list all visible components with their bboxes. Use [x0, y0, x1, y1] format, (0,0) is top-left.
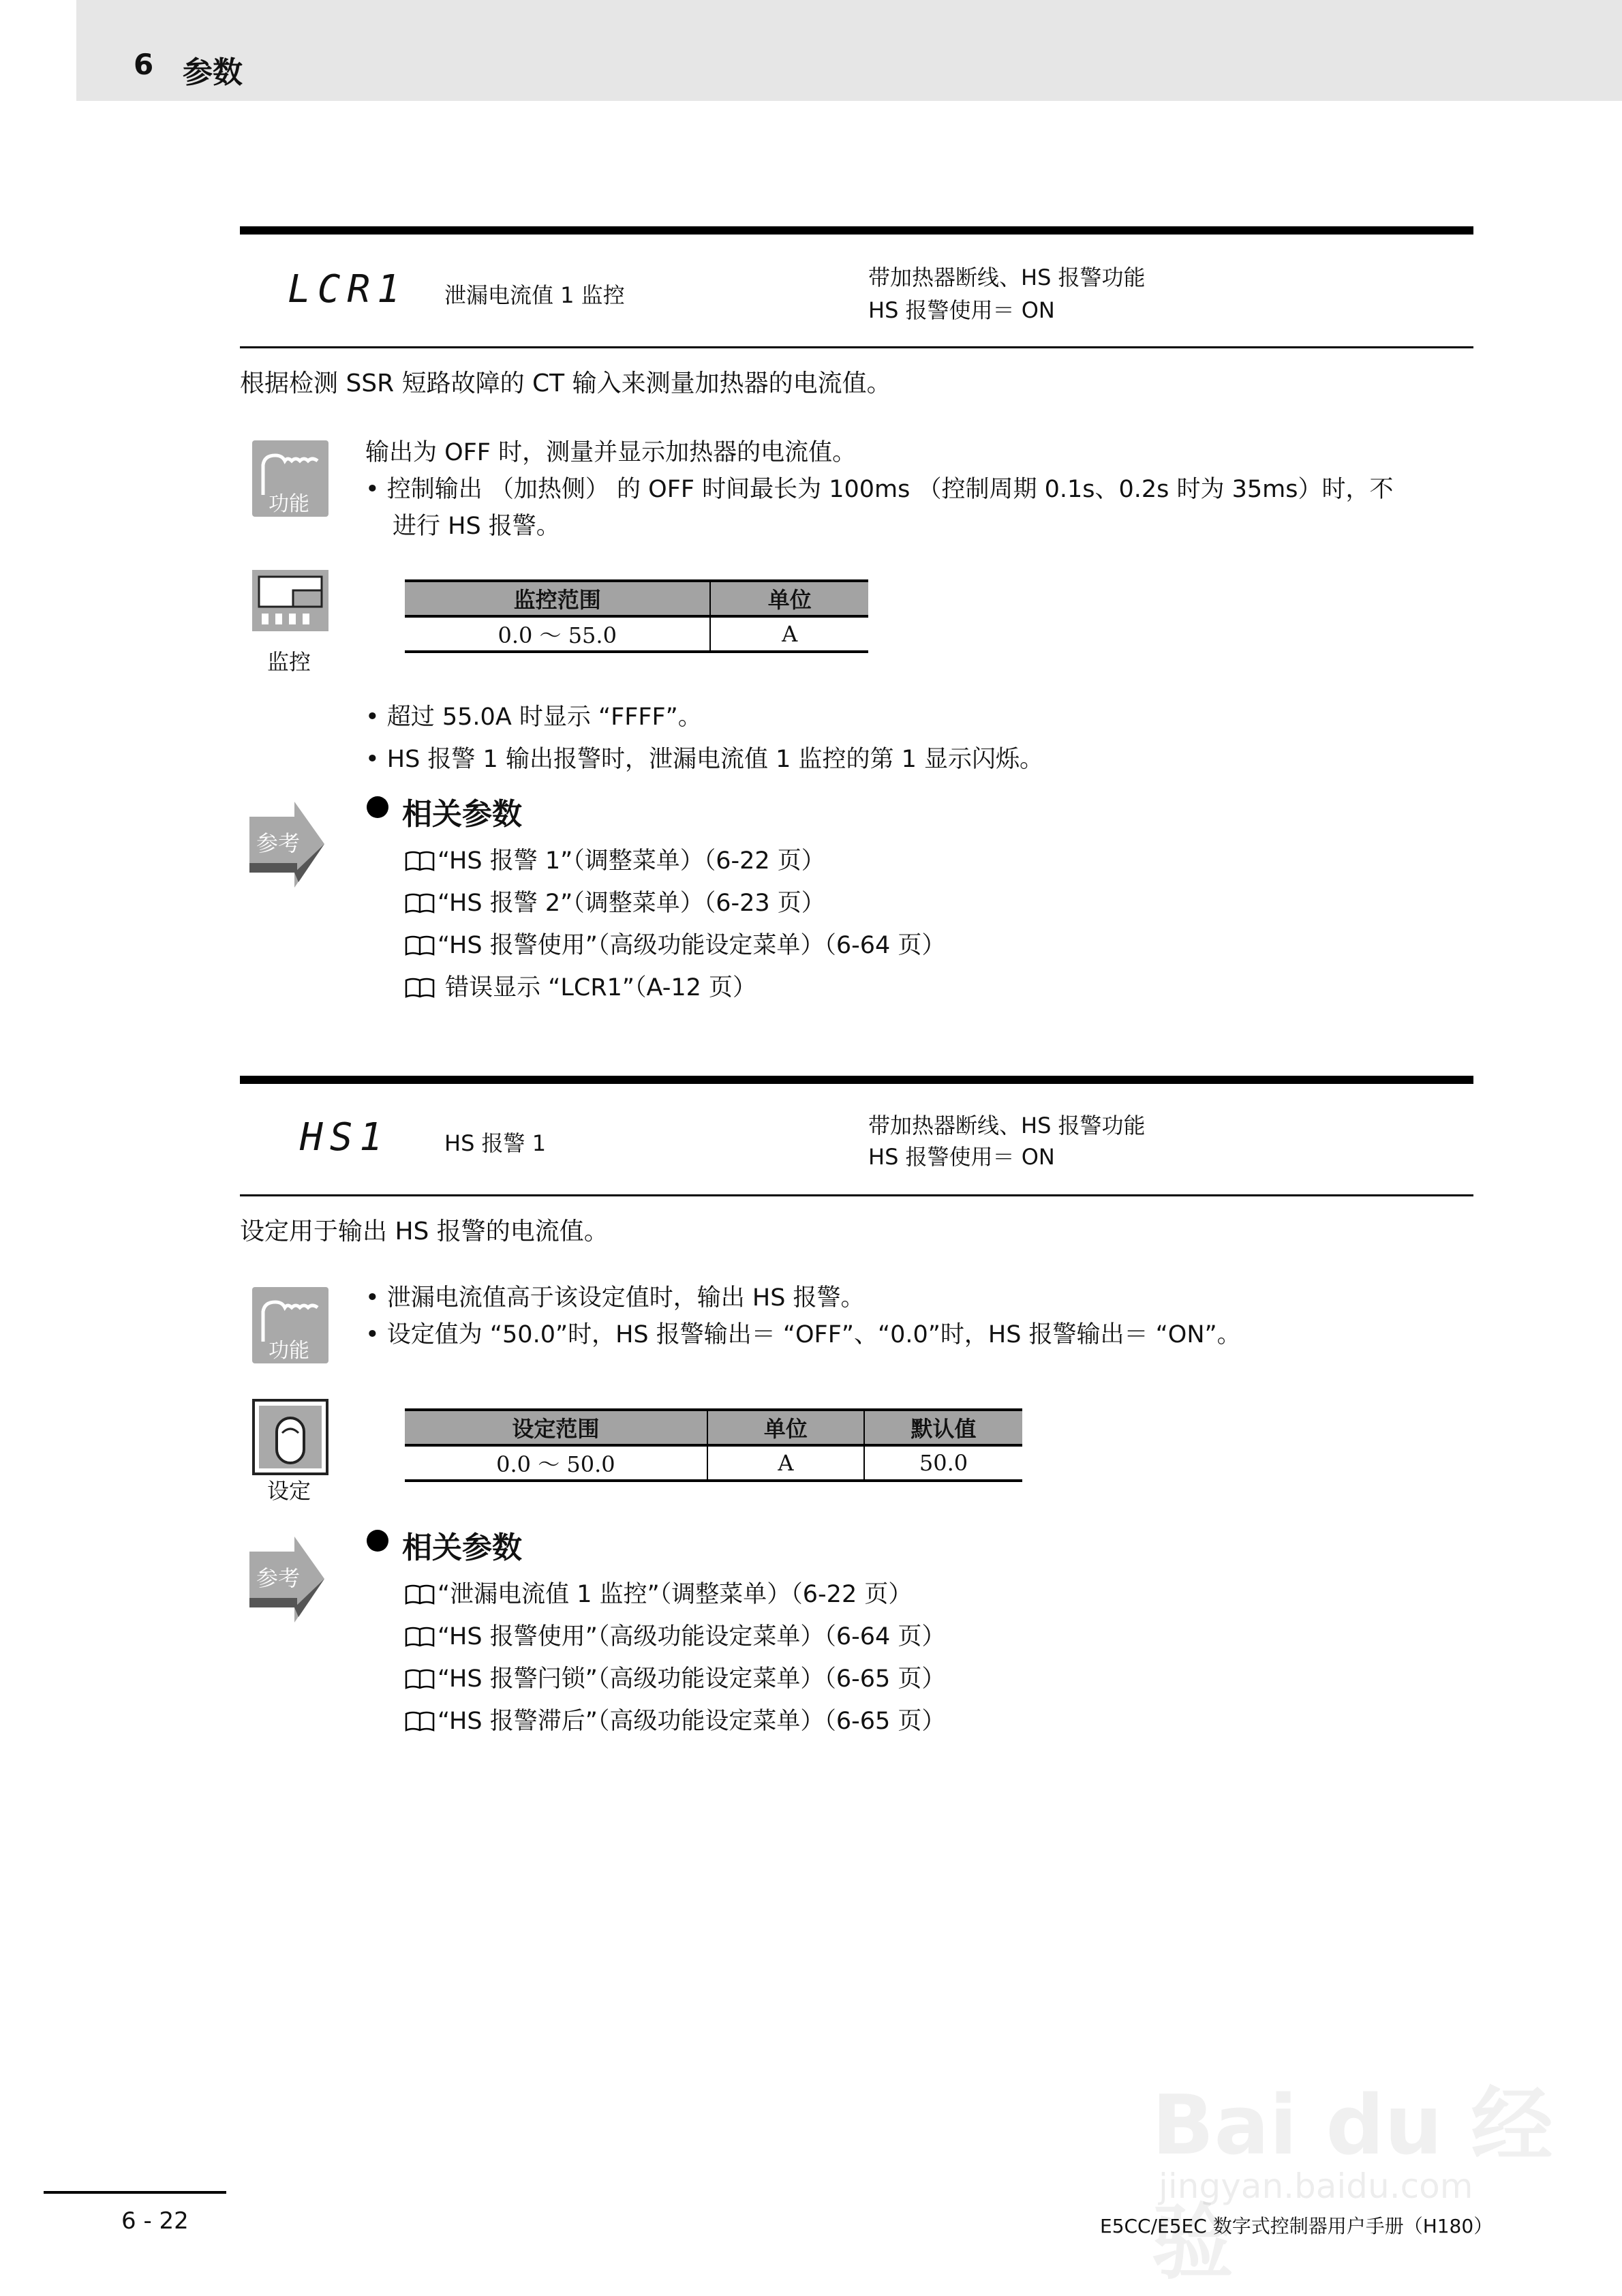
list-item[interactable]	[405, 1700, 945, 1742]
related-link[interactable]: “HS 报警 1”（调整菜单）（6-22 页）	[438, 847, 825, 875]
function-icon	[252, 440, 328, 517]
book-icon	[405, 1627, 435, 1647]
setting-finger-icon	[252, 1399, 328, 1475]
function-icon-label: 功能	[269, 492, 309, 516]
section1-category-line2: HS 报警使用＝ ON	[868, 297, 1055, 323]
section1-top-rule	[240, 226, 1473, 235]
section1-function-bullet-cont: 进行 HS 报警。	[393, 513, 560, 540]
book-icon	[405, 978, 435, 998]
setting-icon	[252, 1399, 328, 1508]
table-row	[405, 1445, 1022, 1481]
list-item[interactable]	[405, 840, 945, 882]
table-cell-range: 0.0 ～ 55.0	[405, 616, 710, 652]
section2-related-heading: 相关参数	[402, 1530, 522, 1565]
function-icon	[252, 1287, 328, 1363]
section1-function-bullet: • 控制输出 （加热侧） 的 OFF 时间最长为 100ms （控制周期 0.1s、0.2s 时为 35ms）时，不	[365, 476, 1394, 503]
monitor-icon	[252, 570, 328, 679]
related-link[interactable]: 错误显示 “LCR1”（A-12 页）	[438, 974, 757, 1001]
reference-icon-label: 参考	[256, 1565, 301, 1591]
table-cell-range: 0.0 ～ 50.0	[405, 1445, 707, 1481]
watermark-brand: Bai du 经验	[1152, 2079, 1553, 2291]
section1-note-ffff: • 超过 55.0A 时显示 “FFFF”。	[365, 704, 702, 731]
section2-related-list	[405, 1573, 945, 1742]
table-header-range: 设定范围	[405, 1410, 707, 1445]
section1-header-bottom-rule	[240, 346, 1473, 348]
section1-related-heading: 相关参数	[402, 797, 522, 832]
section1-monitor-table	[405, 579, 868, 653]
table-header-unit: 单位	[707, 1410, 864, 1445]
list-item[interactable]	[405, 1658, 945, 1700]
setting-icon-label: 设定	[267, 1478, 311, 1504]
section2-category-line1: 带加热器断线、HS 报警功能	[868, 1113, 1146, 1138]
book-icon	[405, 851, 435, 871]
table-cell-unit: A	[710, 616, 868, 652]
table-cell-unit: A	[707, 1445, 864, 1481]
chapter-number: 6	[134, 48, 154, 81]
function-icon-label: 功能	[269, 1339, 309, 1363]
page-number: 6 - 22	[121, 2207, 189, 2235]
footer-rule	[44, 2191, 226, 2194]
book-icon	[405, 1584, 435, 1605]
section1-function-text: 输出为 OFF 时，测量并显示加热器的电流值。	[365, 439, 857, 466]
monitor-display-icon	[252, 570, 328, 631]
section2-code: HS1	[300, 1115, 390, 1160]
table-header-row	[405, 581, 868, 616]
table-header-default: 默认值	[864, 1410, 1022, 1445]
table-header-row	[405, 1410, 1022, 1445]
list-item[interactable]	[405, 1616, 945, 1658]
reference-icon	[249, 1537, 324, 1625]
book-icon	[405, 935, 435, 956]
chapter-header-band	[76, 0, 1622, 101]
related-link[interactable]: “HS 报警 2”（调整菜单）（6-23 页）	[438, 890, 825, 917]
list-item[interactable]	[405, 1573, 945, 1616]
section1-related-list	[405, 840, 945, 1009]
related-link[interactable]: “HS 报警使用”（高级功能设定菜单）（6-64 页）	[438, 1623, 946, 1650]
section1-code: LCR1	[288, 267, 407, 312]
reference-icon	[249, 802, 324, 890]
manual-title: E5CC/E5EC 数字式控制器用户手册（H180）	[1100, 2215, 1493, 2237]
section2-bullet-2: • 设定值为 “50.0”时，HS 报警输出＝ “OFF”、“0.0”时，HS 报警输出＝ “ON”。	[365, 1321, 1241, 1348]
related-link[interactable]: “泄漏电流值 1 监控”（调整菜单）（6-22 页）	[438, 1581, 913, 1608]
bullet-dot-icon	[367, 796, 388, 818]
list-item[interactable]	[405, 882, 945, 924]
section2-setting-table	[405, 1408, 1022, 1482]
section1-param-name: 泄漏电流值 1 监控	[444, 282, 625, 308]
book-icon	[405, 1669, 435, 1689]
section1-note-blink: • HS 报警 1 输出报警时，泄漏电流值 1 监控的第 1 显示闪烁。	[365, 746, 1043, 773]
book-icon	[405, 1711, 435, 1732]
table-row	[405, 616, 868, 652]
section2-bullet-1: • 泄漏电流值高于该设定值时，输出 HS 报警。	[365, 1284, 865, 1312]
list-item[interactable]	[405, 967, 945, 1009]
section2-category-line2: HS 报警使用＝ ON	[868, 1144, 1055, 1170]
section2-description: 设定用于输出 HS 报警的电流值。	[240, 1218, 609, 1245]
section2-top-rule	[240, 1076, 1473, 1084]
section2-header-bottom-rule	[240, 1194, 1473, 1196]
reference-icon-label: 参考	[256, 830, 301, 856]
chapter-title: 参数	[183, 55, 243, 90]
related-link[interactable]: “HS 报警闩锁”（高级功能设定菜单）（6-65 页）	[438, 1665, 946, 1693]
section1-description: 根据检测 SSR 短路故障的 CT 输入来测量加热器的电流值。	[240, 369, 891, 397]
bullet-dot-icon	[367, 1530, 388, 1552]
table-cell-default: 50.0	[864, 1445, 1022, 1481]
related-link[interactable]: “HS 报警滞后”（高级功能设定菜单）（6-65 页）	[438, 1708, 946, 1735]
related-link[interactable]: “HS 报警使用”（高级功能设定菜单）（6-64 页）	[438, 932, 946, 959]
monitor-icon-label: 监控	[267, 649, 311, 675]
table-header-unit: 单位	[710, 581, 868, 616]
section2-param-name: HS 报警 1	[444, 1130, 547, 1156]
table-header-range: 监控范围	[405, 581, 710, 616]
watermark-url: jingyan.baidu.com	[1159, 2166, 1473, 2206]
book-icon	[405, 893, 435, 913]
section1-category-line1: 带加热器断线、HS 报警功能	[868, 265, 1146, 290]
list-item[interactable]	[405, 924, 945, 967]
